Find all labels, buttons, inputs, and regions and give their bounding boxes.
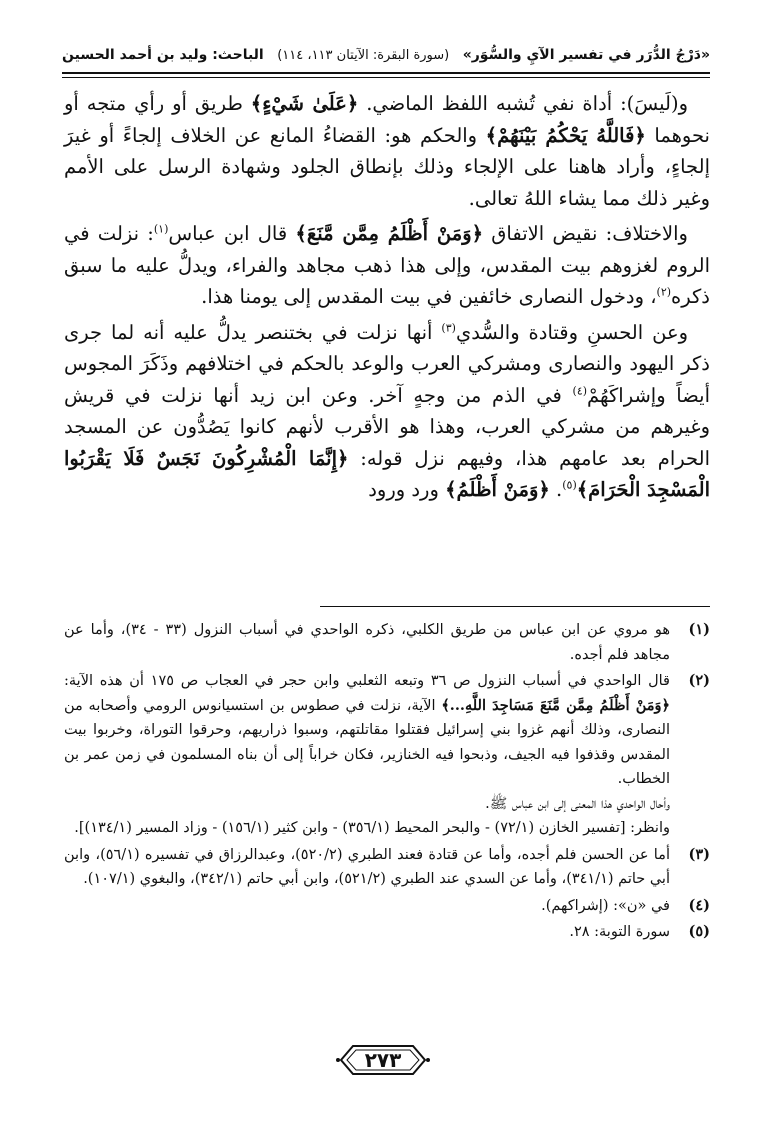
footnote-text: أما عن الحسن فلم أجده، وأما عن قتادة فعند الطبري (٥٢٠/٢)، وعبدالرزاق في تفسيره (٥٦/١)، وابن أبي حاتم (٣٤١/١)، وأما عن السدي عند الطبري (٥٢١/٢)، وابن أبي حاتم (٣٤٢/١)، والبغوي (١٠٧/١).	[64, 846, 670, 887]
p3-text-a: وعن الحسنِ وقتادة والسُّدي	[455, 320, 688, 344]
footnote-text	[64, 669, 670, 841]
paragraph-2	[64, 218, 710, 313]
book-title: «دَرْجُ الدُّرَر في تفسير الآيِ والسُّوَر»	[462, 47, 710, 63]
footnote-4	[64, 894, 710, 919]
p2-text-a: والاختلاف: نقيض الاتفاق	[483, 222, 688, 245]
quran-quote: ﴿وَمَنْ أَظْلَمُ﴾	[445, 478, 550, 501]
quran-quote: ﴿فَاللَّهُ يَحْكُمُ بَيْنَهُمْ﴾	[485, 123, 646, 147]
paragraph-3	[64, 317, 710, 506]
footnote-separator	[320, 606, 710, 607]
footnote-ref[interactable]: (٢)	[656, 285, 672, 299]
fn2-text-d: وانظر: [تفسير الخازن (٧٢/١) - والبحر المحيط (٣٥٦/١) - وابن كثير (١٥٦/١) - وزاد المسير (١٣٤/١)].	[74, 820, 670, 836]
header-rule-bottom	[62, 77, 710, 78]
footnote-number: (٢)	[688, 672, 710, 689]
footnote-text: هو مروي عن ابن عباس من طريق الكلبي، ذكره الواحدي في أسباب النزول (٣٣ - ٣٤)، وأما عن مجاهد فلم أجده.	[64, 622, 670, 663]
header-rule-top	[62, 72, 710, 74]
quran-quote: ﴿وَمَنْ أَظْلَمُ مِمَّن مَّنَعَ﴾	[295, 222, 484, 245]
fn2-text-b: الآية، نزلت في صطوس بن استسيانوس الرومي وأصحابه من النصارى، وذلك أنهم غزوا بني إسرائيل فقتلوا مقاتلتهم، وسبوا ذراريهم، وحرقوا التوراة، وخربوا بيت المقدس وقذفوا فيه الجيف، وذبحوا فيه الخنازير، فكان خراباً إلى أن بناه المسلمون في زمن عمر بن الخطاب.	[64, 697, 670, 787]
p1-text-a: و(لَيسَ): أداة نفي تُشبه اللفظ الماضي.	[358, 92, 688, 115]
quran-quote: ﴿وَمَنْ أَظْلَمُ مِمَّن مَّنَعَ مَسَاجِدَ اللَّهِ...﴾	[441, 696, 671, 714]
fn2-text-a: قال الواحدي في أسباب النزول ص ٣٦ وتبعه الثعلبي وابن حجر في العجاب ص ١٧٥ أن هذه الآية:	[64, 673, 670, 689]
main-text	[64, 88, 710, 510]
footnote-ref[interactable]: (١)	[153, 222, 169, 236]
quran-quote: ﴿عَلَىٰ شَيْءٍ﴾	[250, 92, 359, 115]
p3-text-b: أنها نزلت في بختنصر يدلُّ عليه أنه لما جرى ذكر اليهود والنصارى ومشركي العرب والوعد بالحكم في اختلافهم وذَكَرَ المجوس أيضاً وإشراكَهُمْ	[64, 320, 710, 407]
footnote-number: (٤)	[688, 896, 710, 914]
footnote-text: سورة التوبة: ٢٨.	[569, 924, 670, 940]
footnote-5	[64, 920, 710, 945]
page-number-text: ٢٧٣	[364, 1048, 402, 1072]
footnote-3	[64, 843, 710, 892]
p3-text-e: ورد ورود	[368, 478, 446, 501]
quran-quote: ﴿إِنَّمَا الْمُشْرِكُونَ نَجَسٌ فَلَا يَقْرَبُوا الْمَسْجِدَ الْحَرَامَ﴾	[64, 446, 710, 501]
footnote-ref[interactable]: (٣)	[441, 321, 456, 334]
p1-text-c: والحكم هو: القضاءُ المانع عن الخلاف إلجاءً أو غيرَ إلجاءٍ، وأراد هاهنا على الإلجاء وذلك بإنطاق الجلود وشهادة الرسل على الأمم وغير ذلك مما يشاء اللهُ تعالى.	[64, 123, 710, 210]
footnote-1	[64, 618, 710, 667]
paragraph-1	[64, 88, 710, 214]
fn2-text-c: وأحال الواحدي هذا المعنى إلى ابن عباس ﷺ.	[485, 795, 670, 812]
p2-text-c: : نزلت في الروم لغزوهم بيت المقدس، وإلى هذا ذهب مجاهد والفراء، ويدلُّ عليه ما سبق ذكره	[64, 222, 710, 308]
footnote-ref[interactable]: (٥)	[562, 478, 577, 492]
footnote-ref[interactable]: (٤)	[572, 384, 588, 397]
footnote-text: في «ن»: (إشراكهم).	[541, 897, 670, 914]
page-number	[335, 1040, 431, 1080]
running-header	[62, 40, 710, 70]
footnote-2	[64, 669, 710, 841]
p2-text-b: قال ابن عباس	[168, 222, 296, 245]
section-label: (سورة البقرة: الآيتان ١١٣، ١١٤)	[277, 47, 450, 63]
p3-text-c: في الذم من وجهٍ آخر. وعن ابن زيد أنها نزلت في قريش وغيرهم من مشركي العرب، وهذا هو الأقرب لأنهم كانوا يَصُدُّون عن المسجد الحرام بعد عامهم هذا، وفيهم نزل قوله:	[64, 383, 710, 470]
p2-text-d: ، ودخول النصارى خائفين في بيت المقدس إلى يومنا هذا.	[201, 285, 657, 308]
p3-text-d: .	[549, 478, 563, 501]
footnote-number: (٣)	[688, 845, 710, 863]
footnote-number: (١)	[688, 621, 710, 638]
researcher-name: الباحث: وليد بن أحمد الحسين	[62, 47, 264, 63]
footnotes	[64, 618, 710, 947]
p1-text-b: طريق أو رأي متجه أو نحوهما	[64, 92, 710, 147]
footnote-number: (٥)	[688, 923, 710, 940]
